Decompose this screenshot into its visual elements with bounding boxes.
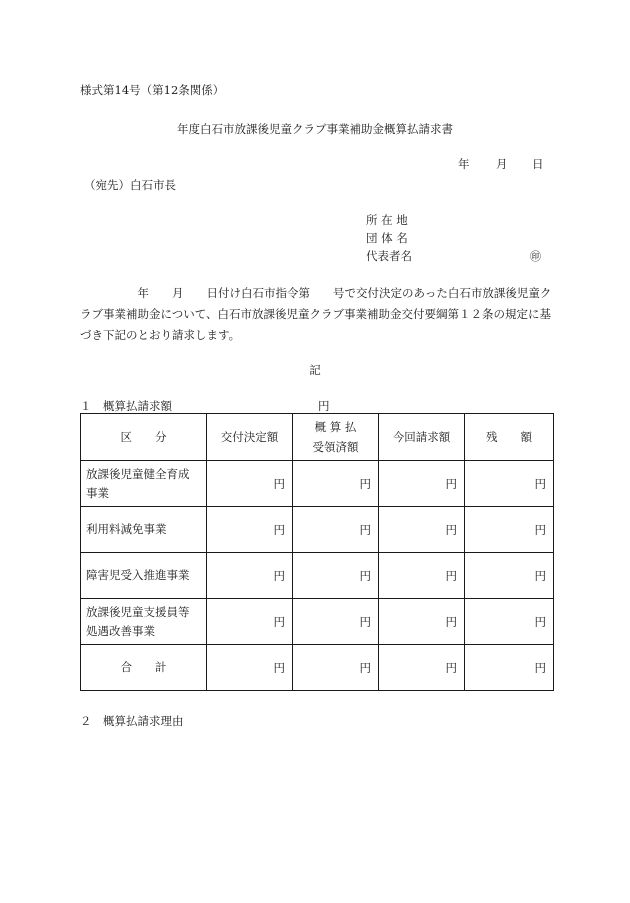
date-month: 月 bbox=[496, 157, 508, 171]
request-body bbox=[80, 283, 555, 346]
row-category-line: 放課後児童健全育成 bbox=[86, 466, 190, 481]
seal-mark: ㊞ bbox=[530, 250, 541, 263]
row-category-line: 事業 bbox=[86, 485, 109, 500]
table-row bbox=[81, 553, 554, 599]
ki-heading: 記 bbox=[309, 363, 321, 377]
representative-label: 代表者名 bbox=[366, 249, 412, 263]
row-category-line: 障害児受入推進事業 bbox=[86, 568, 190, 582]
cell-remaining[interactable]: 円 bbox=[465, 507, 554, 553]
cell-received[interactable]: 円 bbox=[293, 461, 379, 507]
cell-current[interactable]: 円 bbox=[379, 507, 465, 553]
date-year: 年 bbox=[458, 157, 470, 171]
row-category bbox=[81, 599, 207, 645]
cell-current[interactable]: 円 bbox=[379, 553, 465, 599]
body-line: づき下記のとおり請求します。 bbox=[80, 328, 241, 342]
cell-current-total[interactable]: 円 bbox=[379, 645, 465, 691]
address-label: 所 在 地 bbox=[366, 213, 408, 227]
form-number: 様式第14号（第12条関係） bbox=[80, 83, 225, 97]
header-received-line1: 概 算 払 bbox=[314, 420, 357, 434]
cell-decided-total[interactable]: 円 bbox=[207, 645, 293, 691]
cell-remaining[interactable]: 円 bbox=[465, 461, 554, 507]
section-1-label: １ 概算払請求額 bbox=[80, 399, 172, 413]
group-name-label: 団 体 名 bbox=[366, 231, 408, 245]
header-received-amount bbox=[293, 414, 379, 461]
cell-received[interactable]: 円 bbox=[293, 507, 379, 553]
row-category bbox=[81, 553, 207, 599]
table-total-row bbox=[81, 645, 554, 691]
row-category-line: 放課後児童支援員等 bbox=[86, 604, 190, 619]
cell-remaining[interactable]: 円 bbox=[465, 599, 554, 645]
table-row bbox=[81, 461, 554, 507]
cell-current[interactable]: 円 bbox=[379, 599, 465, 645]
cell-decided[interactable]: 円 bbox=[207, 599, 293, 645]
section-2-label: ２ 概算払請求理由 bbox=[80, 714, 184, 728]
table-header-row bbox=[81, 414, 554, 461]
document-title: 年度白石市放課後児童クラブ事業補助金概算払請求書 bbox=[177, 122, 453, 136]
cell-decided[interactable]: 円 bbox=[207, 507, 293, 553]
table-row bbox=[81, 599, 554, 645]
total-label bbox=[81, 645, 207, 691]
row-category-line: 処遇改善事業 bbox=[86, 623, 155, 638]
cell-remaining[interactable]: 円 bbox=[465, 553, 554, 599]
cell-received[interactable]: 円 bbox=[293, 599, 379, 645]
addressee: （宛先）白石市長 bbox=[84, 178, 176, 192]
total-label-text: 合 計 bbox=[120, 660, 167, 674]
body-line: ラブ事業補助金について、白石市放課後児童クラブ事業補助金交付要綱第１２条の規定に基 bbox=[80, 307, 552, 321]
header-decided-amount: 交付決定額 bbox=[207, 414, 293, 461]
header-category: 区 分 bbox=[81, 414, 207, 461]
body-line: 年 月 日付け白石市指令第 号で交付決定のあった白石市放課後児童ク bbox=[80, 286, 552, 300]
table-row bbox=[81, 507, 554, 553]
cell-received[interactable]: 円 bbox=[293, 553, 379, 599]
cell-current[interactable]: 円 bbox=[379, 461, 465, 507]
header-received-line2: 受領済額 bbox=[312, 440, 359, 454]
cell-received-total[interactable]: 円 bbox=[293, 645, 379, 691]
header-current-request: 今回請求額 bbox=[379, 414, 465, 461]
amount-table bbox=[80, 413, 554, 691]
header-remaining: 残 額 bbox=[465, 414, 554, 461]
row-category bbox=[81, 461, 207, 507]
row-category bbox=[81, 507, 207, 553]
cell-decided[interactable]: 円 bbox=[207, 553, 293, 599]
row-category-line: 利用料減免事業 bbox=[86, 522, 167, 536]
cell-decided[interactable]: 円 bbox=[207, 461, 293, 507]
section-1-amount-unit: 円 bbox=[318, 399, 330, 413]
cell-remaining-total[interactable]: 円 bbox=[465, 645, 554, 691]
date-day: 日 bbox=[532, 157, 544, 171]
